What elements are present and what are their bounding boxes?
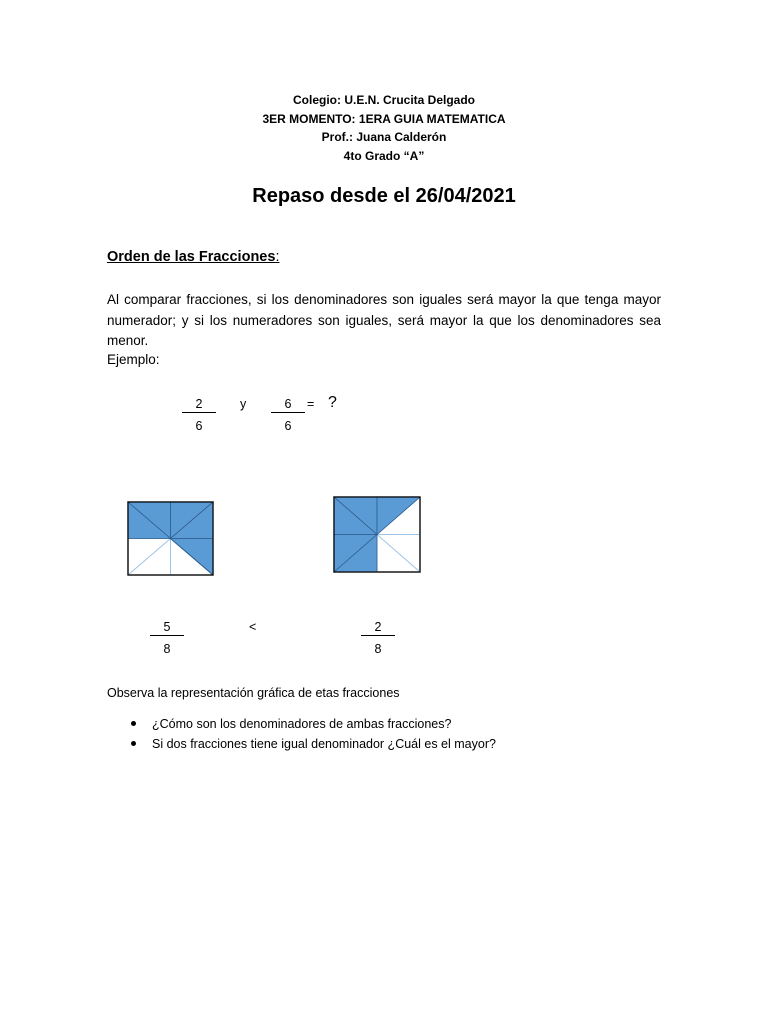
grade-label: 4to Grado “A” [343, 148, 425, 163]
fraction-grid-5-8 [122, 497, 220, 579]
section-heading-text: Orden de las Fracciones [107, 249, 276, 265]
comparison-fraction-2 [361, 620, 395, 657]
conjunction-y: y [240, 397, 247, 411]
question-text: Si dos fracciones tiene igual denominador ¿Cuál es el mayor? [152, 737, 496, 751]
page-title: Repaso desde el 26/04/2021 [252, 185, 516, 207]
list-item [131, 734, 496, 754]
fraction-grid-2-8 [330, 493, 424, 577]
fraction-numerator: 2 [182, 397, 216, 413]
example-label: Ejemplo: [107, 352, 160, 367]
teacher-name: Prof.: Juana Calderón [321, 130, 447, 144]
fraction-denominator: 8 [374, 642, 382, 656]
fraction-numerator: 6 [271, 397, 305, 413]
school-name: Colegio: U.E.N. Crucita Delgado [292, 93, 475, 107]
less-than-sign: < [249, 620, 257, 634]
equals-sign: = [307, 397, 315, 411]
fraction-denominator: 8 [163, 642, 171, 656]
question-mark: ? [328, 394, 337, 411]
bullet-icon [131, 721, 136, 726]
fraction-denominator: 6 [195, 419, 203, 433]
list-item [131, 714, 496, 734]
moment-label: 3ER MOMENTO: 1ERA GUIA MATEMATICA [262, 111, 506, 126]
section-heading [107, 249, 279, 265]
document-header [0, 91, 768, 165]
section-heading-colon: : [275, 249, 280, 265]
comparison-fraction-1 [150, 620, 184, 657]
fraction-numerator: 5 [150, 620, 184, 636]
example-fraction-1 [182, 397, 216, 434]
example-fraction-2 [271, 397, 305, 434]
bullet-icon [131, 741, 136, 746]
fraction-denominator: 6 [284, 419, 292, 433]
fraction-numerator: 2 [361, 620, 395, 636]
question-list [131, 714, 496, 754]
observation-instruction: Observa la representación gráfica de etas fracciones [107, 686, 400, 700]
question-text: ¿Cómo son los denominadores de ambas fracciones? [152, 717, 452, 731]
explanation-paragraph: Al comparar fracciones, si los denominadores son iguales será mayor la que tenga mayor numerador; y si los numeradores son iguales, será mayor la que los denominadores sea menor. [107, 292, 661, 348]
